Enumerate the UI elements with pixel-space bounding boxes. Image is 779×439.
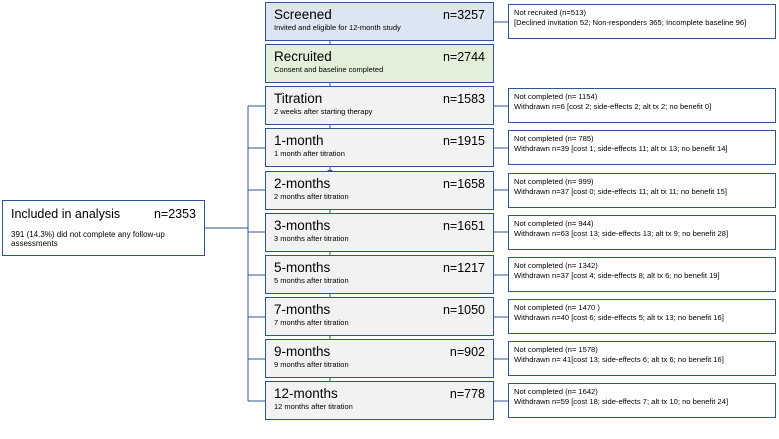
node-5-months-header: [274, 260, 485, 275]
side-box-2-months-line1: Not completed (n= 999): [514, 177, 594, 186]
node-9-months-header: [274, 344, 485, 359]
node-7-months-header: [274, 302, 485, 317]
node-12-months-header: [274, 386, 485, 401]
side-box-9-months-line2: Withdrawn n= 41[cost 13; side-effects 6; alt tx 6; no benefit 16]: [514, 355, 724, 365]
node-9-months-sub: 9 months after titration: [274, 360, 349, 369]
side-box-3-months-line1: Not completed (n= 944): [514, 219, 594, 228]
node-recruited[interactable]: [265, 44, 494, 83]
side-box-12-months[interactable]: [508, 383, 776, 418]
node-recruited-title: Recruited: [274, 49, 332, 64]
node-screened[interactable]: [265, 2, 494, 41]
node-2-months-header: [274, 176, 485, 191]
node-titration[interactable]: [265, 86, 494, 125]
node-recruited-header: [274, 49, 485, 64]
node-5-months-title: 5-months: [274, 260, 331, 275]
node-2-months-title: 2-months: [274, 176, 331, 191]
node-12-months[interactable]: [265, 381, 494, 420]
analysis-count: n=2353: [153, 207, 196, 221]
node-12-months-count: n=778: [449, 387, 485, 401]
side-box-2-months[interactable]: [508, 173, 776, 208]
side-box-titration[interactable]: [508, 88, 776, 123]
analysis-header: [11, 207, 196, 221]
side-box-12-months-line2: Withdrawn n=59 [cost 18; side-effects 7; alt tx 10; no benefit 24]: [514, 397, 729, 407]
node-7-months[interactable]: [265, 297, 494, 336]
node-titration-title: Titration: [274, 91, 323, 106]
side-box-titration-line2: Withdrawn n=6 [cost 2; side-effects 2; alt tx 2; no benefit 0]: [514, 102, 712, 112]
node-12-months-title: 12-months: [274, 386, 338, 401]
node-screened-title: Screened: [274, 7, 332, 22]
node-7-months-count: n=1050: [442, 303, 485, 317]
node-2-months-sub: 2 months after titration: [274, 192, 349, 201]
side-box-3-months-line2: Withdrawn n=63 [cost 13; side-effects 13; alt tx 9; no benefit 28]: [514, 229, 729, 239]
side-box-not-recruited-line2: [Declined invitation 52; Non-responders 365; Incomplete baseline 96]: [514, 18, 747, 28]
node-recruited-sub: Consent and baseline completed: [274, 65, 384, 74]
side-box-1-month[interactable]: [508, 130, 776, 165]
node-titration-sub: 2 weeks after starting therapy: [274, 107, 373, 116]
side-box-5-months-line1: Not completed (n= 1342): [514, 261, 598, 270]
node-3-months-count: n=1651: [442, 219, 485, 233]
node-9-months-title: 9-months: [274, 344, 331, 359]
node-5-months[interactable]: [265, 255, 494, 294]
node-1-month-header: [274, 133, 485, 148]
side-box-3-months[interactable]: [508, 215, 776, 250]
node-9-months[interactable]: [265, 339, 494, 378]
node-5-months-sub: 5 months after titration: [274, 276, 349, 285]
node-7-months-title: 7-months: [274, 302, 331, 317]
node-3-months-title: 3-months: [274, 218, 331, 233]
node-9-months-count: n=902: [449, 345, 485, 359]
side-box-2-months-line2: Withdrawn n=37 [cost 0; side-effects 11; alt tx 11; no benefit 15]: [514, 187, 727, 197]
node-3-months-header: [274, 218, 485, 233]
side-box-titration-line1: Not completed (n= 1154): [514, 92, 598, 101]
node-3-months[interactable]: [265, 213, 494, 252]
node-1-month-title: 1-month: [274, 133, 324, 148]
node-screened-sub: Invited and eligible for 12-month study: [274, 23, 401, 32]
node-2-months[interactable]: [265, 171, 494, 210]
side-box-7-months-line2: Withdrawn n=40 [cost 6; side-effects 5; alt tx 13; no benefit 16]: [514, 313, 724, 323]
node-7-months-sub: 7 months after titration: [274, 318, 349, 327]
side-box-9-months-line1: Not completed (n= 1578): [514, 345, 598, 354]
node-3-months-sub: 3 months after titration: [274, 234, 349, 243]
node-recruited-count: n=2744: [442, 50, 485, 64]
side-box-not-recruited-line1: Not recruited (n=513): [514, 8, 586, 17]
node-1-month[interactable]: [265, 128, 494, 167]
side-box-9-months[interactable]: [508, 341, 776, 376]
node-screened-header: [274, 7, 485, 22]
node-12-months-sub: 12 months after titration: [274, 402, 353, 411]
side-box-1-month-line2: Withdrawn n=39 [cost 1; side-effects 11; alt tx 13; no benefit 14]: [514, 144, 728, 154]
analysis-sub: 391 (14.3%) did not complete any follow-up assessments: [11, 230, 165, 248]
side-box-5-months-line2: Withdrawn n=37 [cost 4; side-effects 8; alt tx 6; no benefit 19]: [514, 271, 720, 281]
side-box-not-recruited[interactable]: [508, 4, 776, 39]
side-box-5-months[interactable]: [508, 257, 776, 292]
node-1-month-sub: 1 month after titration: [274, 149, 345, 158]
side-box-1-month-line1: Not completed (n= 785): [514, 134, 594, 143]
analysis-box[interactable]: [2, 200, 205, 256]
node-1-month-count: n=1915: [442, 134, 485, 148]
node-titration-header: [274, 91, 485, 106]
side-box-7-months[interactable]: [508, 299, 776, 334]
node-2-months-count: n=1658: [442, 177, 485, 191]
node-screened-count: n=3257: [442, 8, 485, 22]
side-box-7-months-line1: Not completed (n= 1470 ): [514, 303, 600, 312]
side-box-12-months-line1: Not completed (n= 1642): [514, 387, 598, 396]
node-titration-count: n=1583: [442, 92, 485, 106]
node-5-months-count: n=1217: [442, 261, 485, 275]
analysis-title: Included in analysis: [11, 207, 121, 221]
